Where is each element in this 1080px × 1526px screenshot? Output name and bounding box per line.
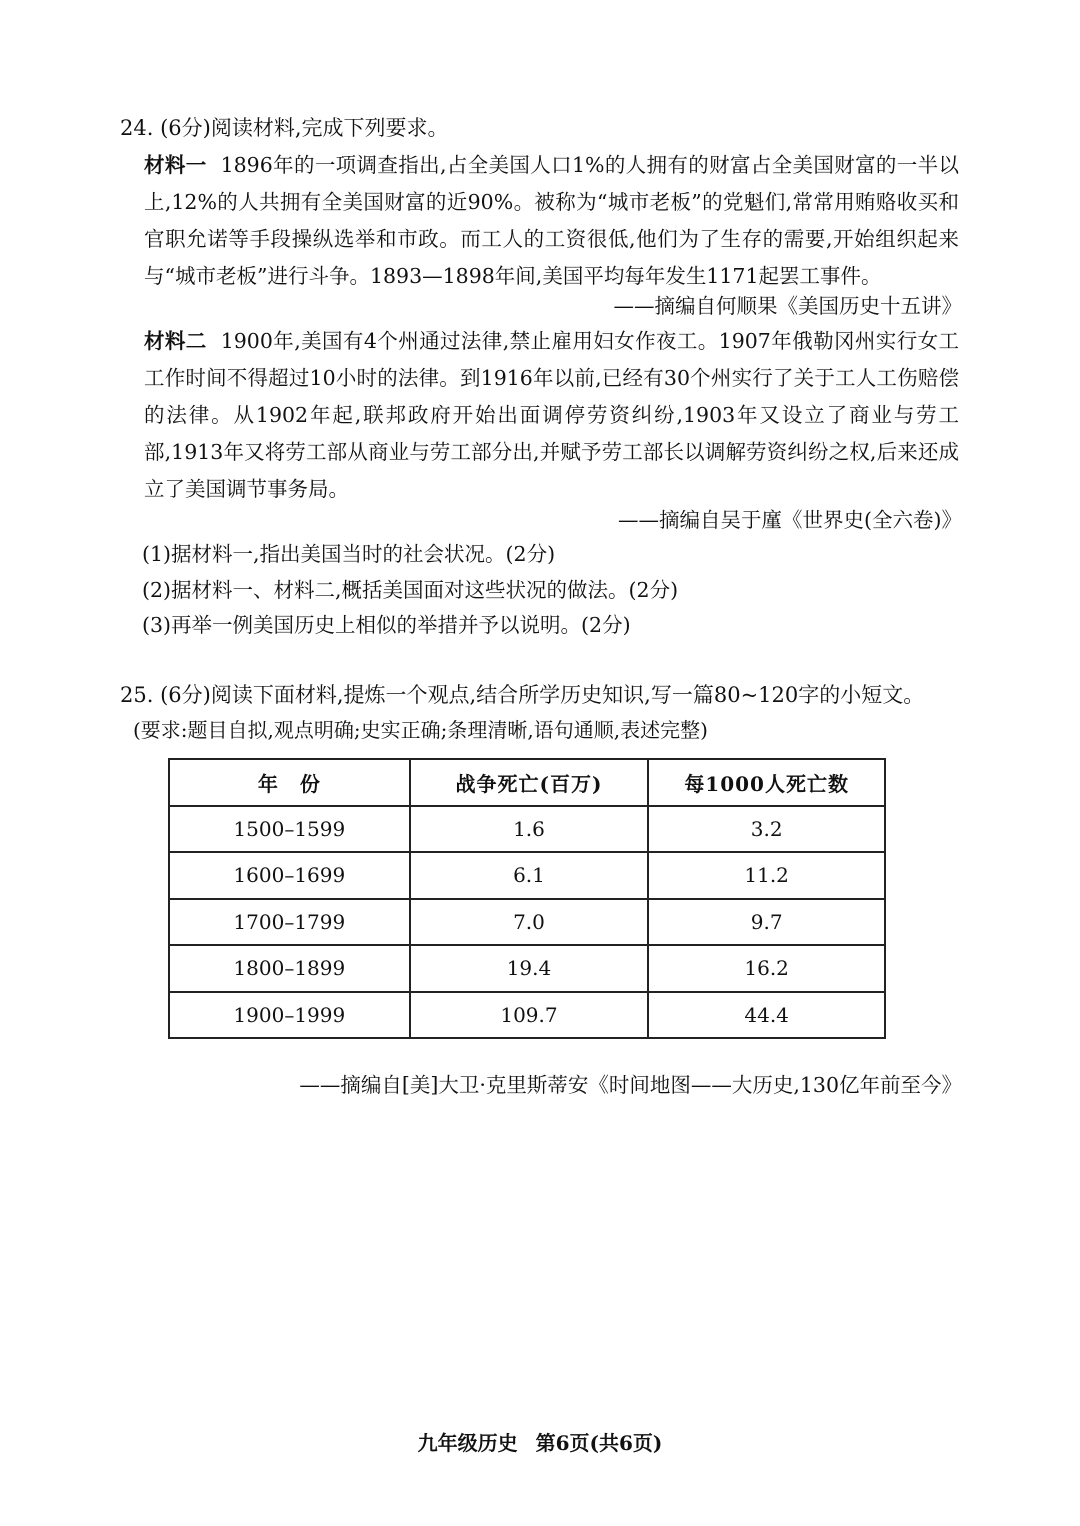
question-25-requirements: (要求:题目自拟,观点明确;史实正确;条理清晰,语句通顺,表述完整) [133,718,708,742]
table-row [169,899,885,946]
material-1-label: 材料一 [144,153,207,177]
table-row [169,992,885,1039]
footer-subject: 九年级历史 [417,1431,518,1455]
footer-page-number: 第6页(共6页) [535,1431,663,1455]
cell-deaths-per-1000: 3.2 [648,806,885,853]
cell-deaths-per-1000: 16.2 [648,945,885,992]
header-war-deaths: 战争死亡(百万) [410,759,649,806]
material-2-source: ——摘编自吴于廑《世界史(全六卷)》 [618,508,962,532]
cell-year: 1800–1899 [169,945,410,992]
question-24-part-3: (3)再举一例美国历史上相似的举措并予以说明。(2分) [142,613,631,637]
war-deaths-table [168,758,886,1039]
cell-year: 1600–1699 [169,852,410,899]
cell-war-deaths: 6.1 [410,852,649,899]
cell-war-deaths: 7.0 [410,899,649,946]
header-deaths-per-1000: 每1000人死亡数 [648,759,885,806]
material-1 [144,147,959,295]
header-year: 年 份 [169,759,410,806]
question-25-stem: 25. (6分)阅读下面材料,提炼一个观点,结合所学历史知识,写一篇80~120字的小短文。 [120,683,925,707]
table-row [169,852,885,899]
cell-year: 1500–1599 [169,806,410,853]
table-header-row [169,759,885,806]
question-24-stem: 24. (6分)阅读材料,完成下列要求。 [120,116,449,140]
cell-war-deaths: 109.7 [410,992,649,1039]
table-row [169,945,885,992]
material-1-text: 1896年的一项调查指出,占全美国人口1%的人拥有的财富占全美国财富的一半以上,12%的人共拥有全美国财富的近90%。被称为“城市老板”的党魁们,常常用贿赂收买和官职允诺等手段操纵选举和市政。而工人的工资很低,他们为了生存的需要,开始组织起来与“城市老板”进行斗争。1893—1898年间,美国平均每年发生1171起罢工事件。 [144,153,960,288]
cell-year: 1900–1999 [169,992,410,1039]
material-2 [144,323,959,508]
material-2-label: 材料二 [144,329,207,353]
cell-war-deaths: 1.6 [410,806,649,853]
cell-deaths-per-1000: 11.2 [648,852,885,899]
cell-war-deaths: 19.4 [410,945,649,992]
material-1-source: ——摘编自何顺果《美国历史十五讲》 [613,294,962,318]
question-24-part-1: (1)据材料一,指出美国当时的社会状况。(2分) [142,542,556,566]
question-24-part-2: (2)据材料一、材料二,概括美国面对这些状况的做法。(2分) [142,578,679,602]
cell-year: 1700–1799 [169,899,410,946]
cell-deaths-per-1000: 9.7 [648,899,885,946]
table-row [169,806,885,853]
cell-deaths-per-1000: 44.4 [648,992,885,1039]
page-footer [0,1428,1080,1458]
material-2-text: 1900年,美国有4个州通过法律,禁止雇用妇女作夜工。1907年俄勒冈州实行女工工作时间不得超过10小时的法律。到1916年以前,已经有30个州实行了关于工人工伤赔偿的法律。从1902年起,联邦政府开始出面调停劳资纠纷,1903年又设立了商业与劳工部,1913年又将劳工部从商业与劳工部分出,并赋予劳工部长以调解劳资纠纷之权,后来还成立了美国调节事务局。 [144,329,959,501]
table-source: ——摘编自[美]大卫·克里斯蒂安《时间地图——大历史,130亿年前至今》 [299,1073,962,1097]
